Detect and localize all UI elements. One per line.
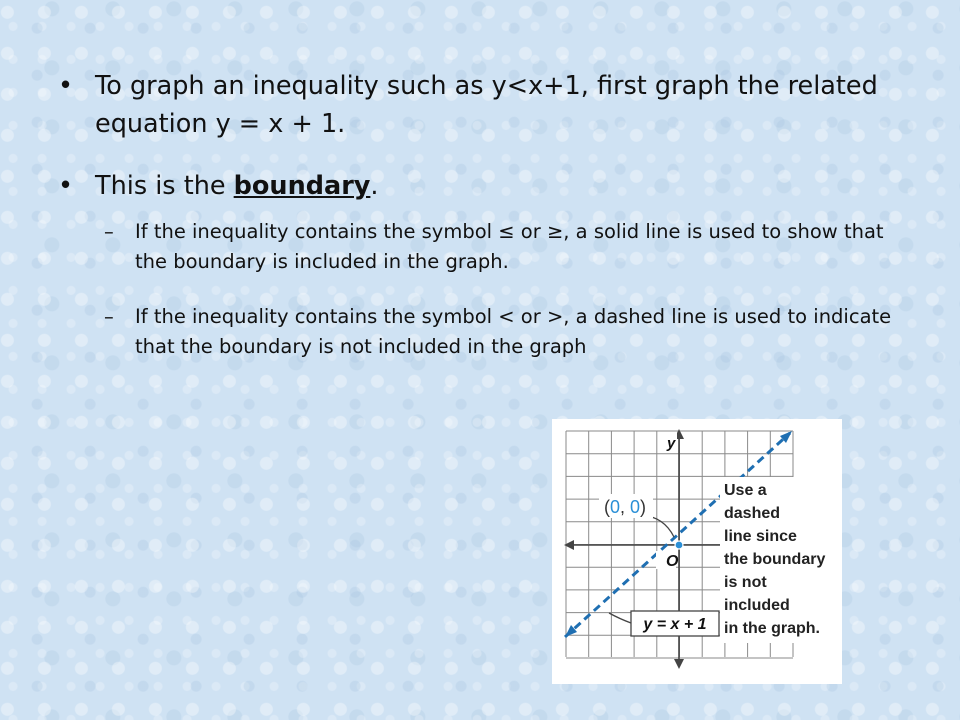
- equation-label: y = x + 1: [643, 616, 707, 633]
- origin-point: [675, 541, 683, 549]
- sub-bullet-text: If the inequality contains the symbol < or >, a dashed line is used to indicate that the boundary is not included in the graph: [135, 305, 892, 358]
- boundary-graph-figure: [552, 419, 842, 684]
- bullet-marker: •: [58, 71, 74, 101]
- annotation-note-line: is not: [724, 574, 767, 591]
- annotation-note-line: Use a: [724, 482, 767, 499]
- annotation-note-line: dashed: [724, 505, 781, 522]
- sub-bullet-text: If the inequality contains the symbol ≤ or ≥, a solid line is used to show that the boundary is included in the graph.: [135, 220, 884, 273]
- sub-bullet-marker: –: [104, 220, 114, 243]
- annotation-note-line: the boundary: [724, 551, 826, 568]
- bullet-text-prefix: This is the: [95, 171, 234, 201]
- annotation-note-line: included: [724, 597, 790, 614]
- annotation-note-line: line since: [724, 528, 797, 545]
- annotation-note-line: in the graph.: [724, 620, 820, 637]
- bullet-marker: •: [58, 171, 74, 201]
- origin-label: O: [666, 553, 679, 570]
- y-axis-label: y: [667, 435, 676, 452]
- origin-point-label: (0, 0): [604, 497, 647, 517]
- bullet-text: To graph an inequality such as y<x+1, first graph the related equation y = x + 1.: [95, 71, 878, 139]
- bullet-text: [95, 167, 898, 205]
- bullet-text-suffix: .: [370, 171, 379, 201]
- boundary-term: boundary: [233, 171, 371, 201]
- sub-bullet-marker: –: [104, 305, 114, 328]
